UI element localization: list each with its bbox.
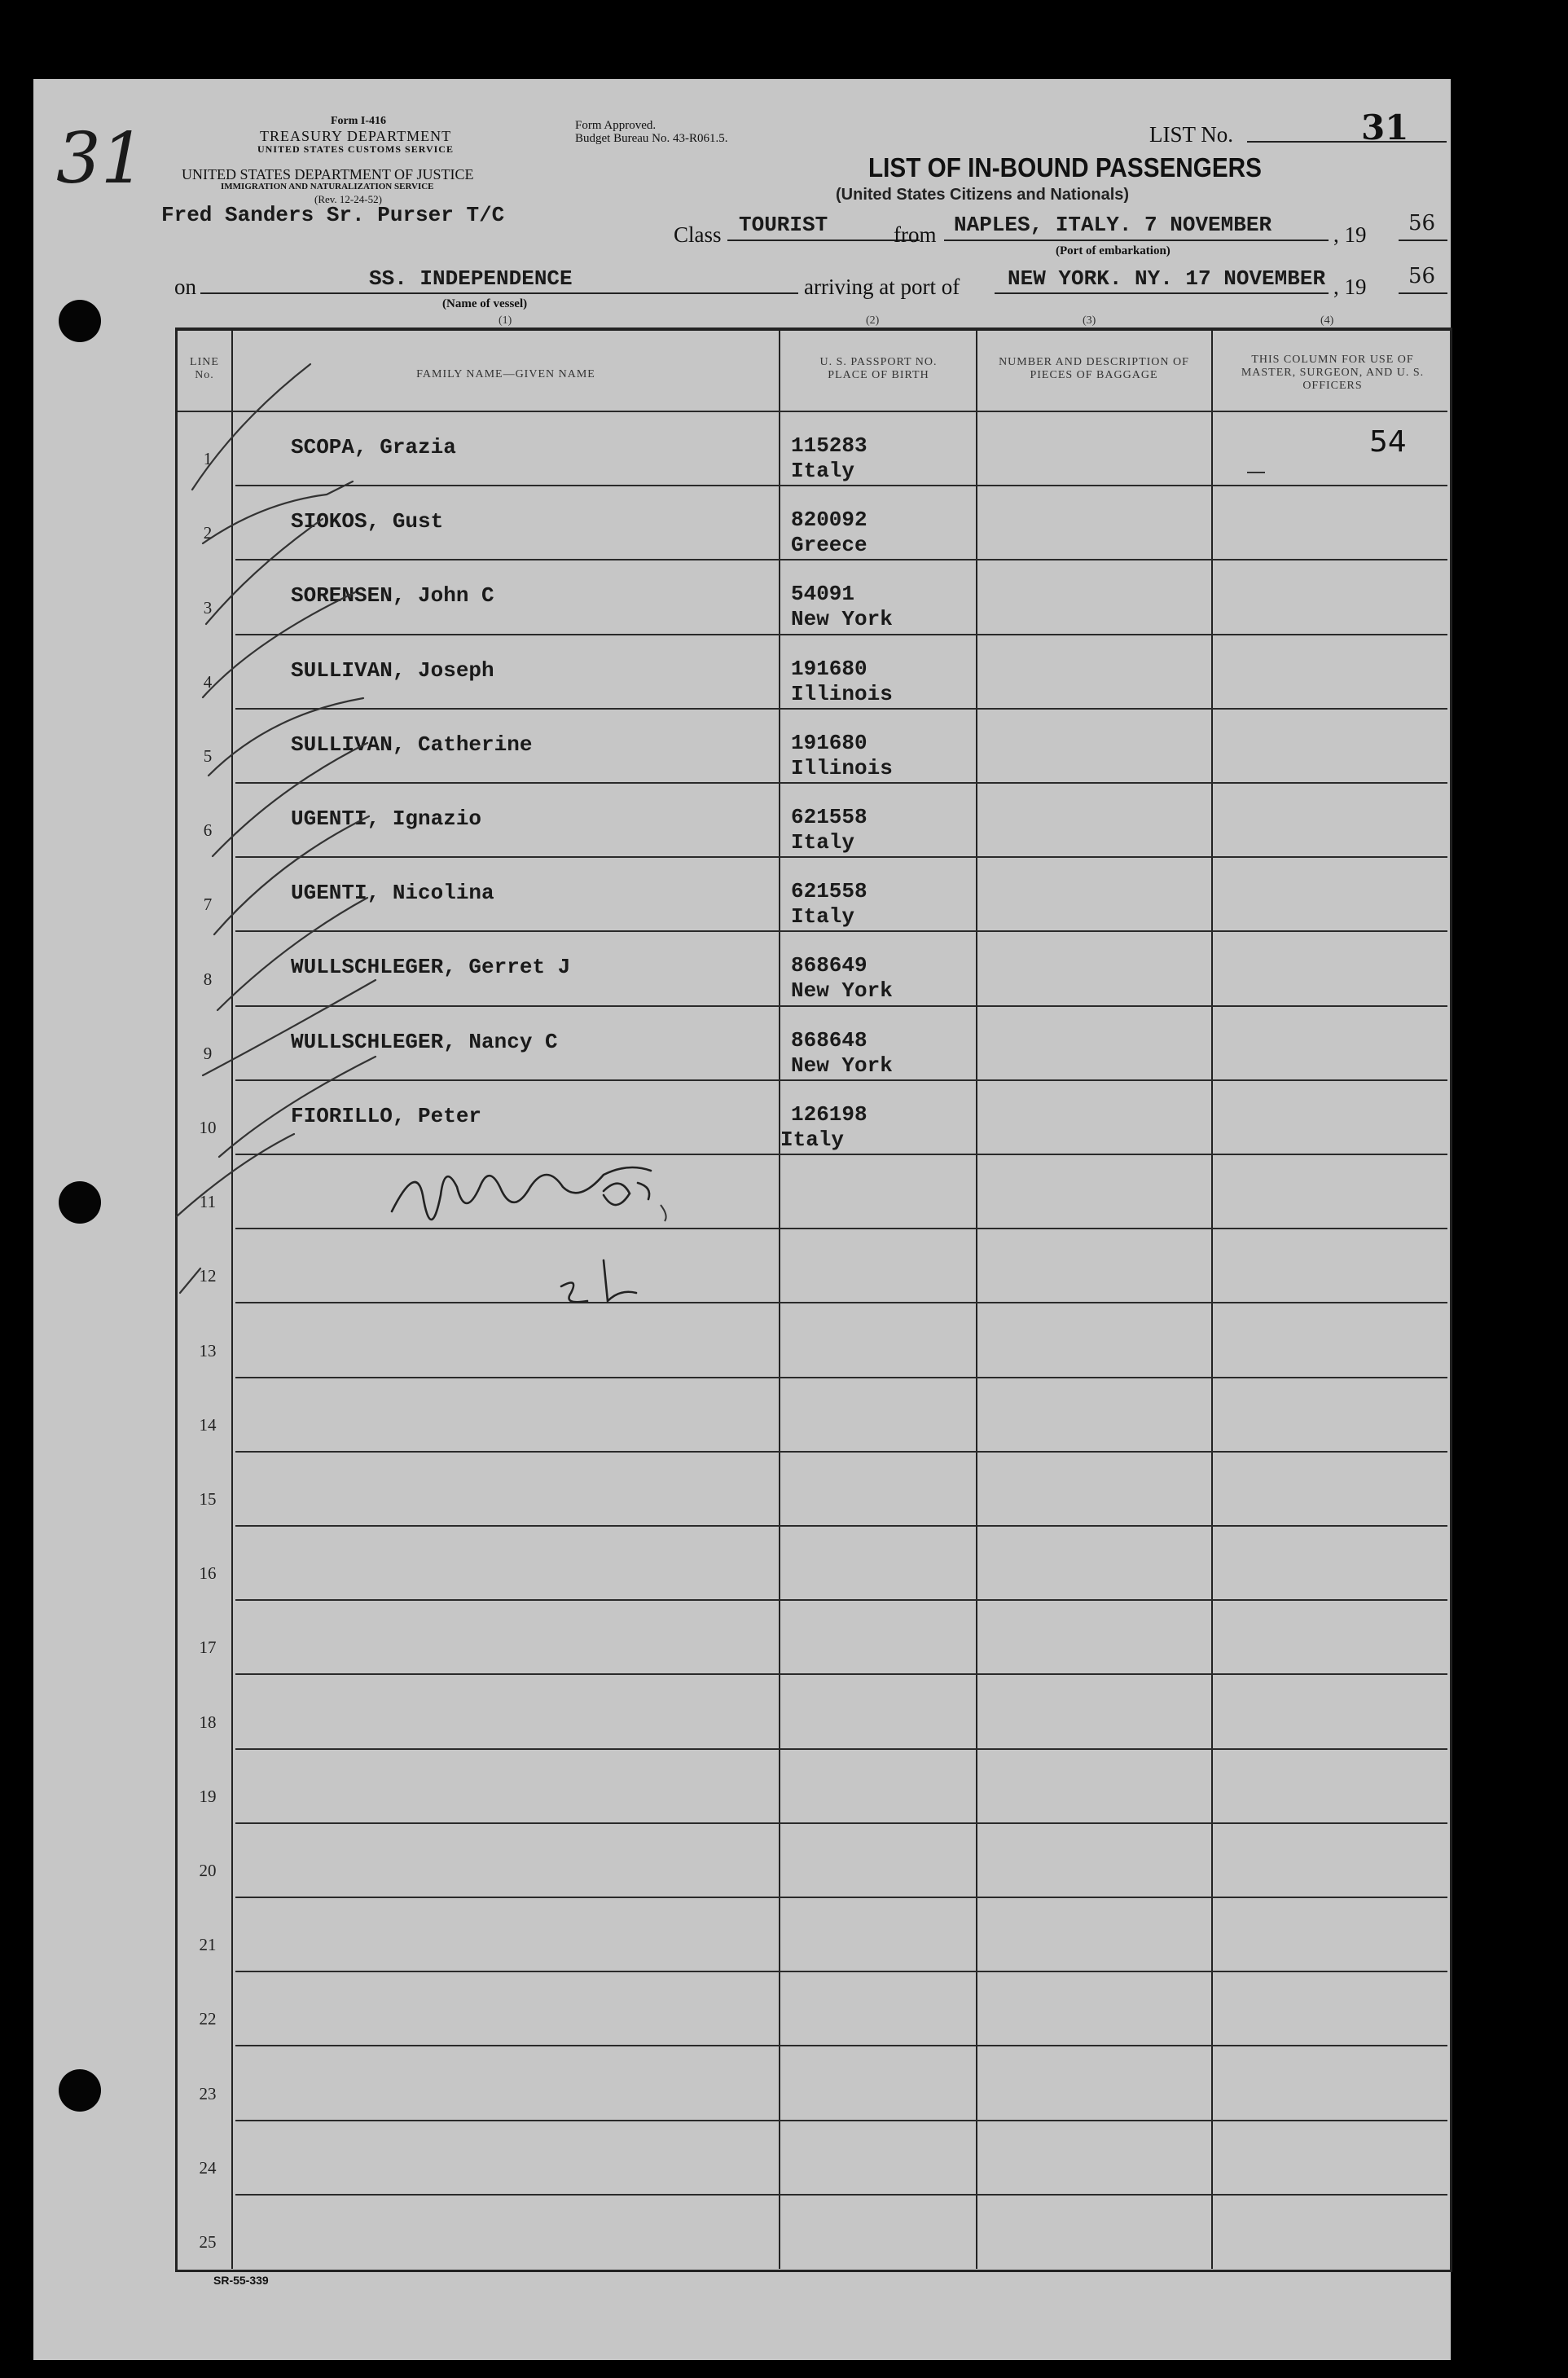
punch-hole-top xyxy=(59,300,101,342)
passport-number: 191680 xyxy=(791,657,867,681)
vessel-name: SS. INDEPENDENCE xyxy=(369,266,573,291)
line-number: 3 xyxy=(203,598,213,618)
passport-number: 54091 xyxy=(791,582,855,606)
document-subtitle: (United States Citizens and Nationals) xyxy=(836,186,1130,204)
treasury-department: TREASURY DEPARTMENT xyxy=(260,128,452,144)
list-no-value: 31 xyxy=(1361,108,1409,147)
justice-department: UNITED STATES DEPARTMENT OF JUSTICE xyxy=(182,166,474,182)
header-family-name: FAMILY NAME—GIVEN NAME xyxy=(416,368,595,380)
passport-number: 115283 xyxy=(791,433,867,458)
revision-date: (Rev. 12-24-52) xyxy=(314,193,382,205)
passenger-name: SCOPA, Grazia xyxy=(291,435,456,459)
passenger-name: SORENSEN, John C xyxy=(291,583,494,608)
passport-number: 621558 xyxy=(791,805,867,829)
header-passport: U. S. PASSPORT NO. PLACE OF BIRTH xyxy=(819,356,938,381)
passenger-name: SULLIVAN, Catherine xyxy=(291,732,533,757)
line-number: 16 xyxy=(199,1563,217,1583)
purser-name: Fred Sanders Sr. Purser T/C xyxy=(161,203,505,227)
line-number: 6 xyxy=(203,820,213,840)
line-number: 13 xyxy=(199,1341,217,1360)
line-number: 15 xyxy=(199,1489,217,1509)
passenger-name: UGENTI, Nicolina xyxy=(291,881,494,905)
officer-note: 54 xyxy=(1369,425,1407,459)
line-number: 14 xyxy=(199,1415,217,1435)
line-number: 5 xyxy=(203,746,213,766)
line-number: 12 xyxy=(199,1266,217,1286)
line-number: 11 xyxy=(199,1192,217,1211)
passport-number: 868648 xyxy=(791,1028,867,1053)
line-number: 7 xyxy=(203,894,213,914)
header-officers: THIS COLUMN FOR USE OF MASTER, SURGEON, AND U. S. OFFICERS xyxy=(1241,354,1425,392)
form-number: Form I-416 xyxy=(331,115,387,127)
handwritten-checkmarks xyxy=(33,79,1451,2360)
document-title: LIST OF IN-BOUND PASSENGERS xyxy=(868,152,1262,182)
passenger-name: FIORILLO, Peter xyxy=(291,1104,482,1128)
passenger-name: SULLIVAN, Joseph xyxy=(291,658,494,683)
place-of-birth: Italy xyxy=(791,904,855,929)
line-number: 24 xyxy=(199,2158,217,2178)
line-number: 2 xyxy=(203,523,213,543)
on-label: on xyxy=(174,275,196,299)
punch-hole-middle xyxy=(59,1181,101,1224)
line-number: 9 xyxy=(203,1044,213,1063)
place-of-birth: Italy xyxy=(791,830,855,855)
port-of-embarkation: NAPLES, ITALY. 7 NOVEMBER xyxy=(954,213,1272,237)
immigration-service: IMMIGRATION AND NATURALIZATION SERVICE xyxy=(221,182,434,191)
line-number: 10 xyxy=(199,1118,217,1137)
departure-year: 56 xyxy=(1408,211,1436,235)
line-number: 25 xyxy=(199,2232,217,2252)
class-label: Class xyxy=(674,222,722,247)
column-number-4: (4) xyxy=(1320,314,1334,327)
punch-hole-bottom xyxy=(59,2069,101,2112)
place-of-birth: New York xyxy=(791,607,893,631)
from-label: from xyxy=(894,222,937,247)
line-number: 17 xyxy=(199,1637,217,1657)
passenger-name: SIOKOS, Gust xyxy=(291,509,444,534)
passenger-name: WULLSCHLEGER, Nancy C xyxy=(291,1030,558,1054)
passport-number: 820092 xyxy=(791,508,867,532)
place-of-birth: Greece xyxy=(791,533,867,557)
port-embark-caption: (Port of embarkation) xyxy=(1056,244,1171,257)
place-of-birth: Illinois xyxy=(791,756,893,780)
passenger-name: WULLSCHLEGER, Gerret J xyxy=(291,955,571,979)
line-number: 19 xyxy=(199,1787,217,1806)
column-number-1: (1) xyxy=(499,314,512,327)
passport-number: 868649 xyxy=(791,953,867,978)
header-baggage: NUMBER AND DESCRIPTION OF PIECES OF BAGGAGE xyxy=(999,356,1189,381)
list-no-label: LIST No. xyxy=(1149,122,1234,147)
port-of-arrival: NEW YORK. NY. 17 NOVEMBER xyxy=(1008,266,1326,291)
place-of-birth: Italy xyxy=(780,1127,845,1152)
passport-number: 191680 xyxy=(791,731,867,755)
line-number: 20 xyxy=(199,1861,217,1880)
place-of-birth: Illinois xyxy=(791,682,893,706)
passenger-manifest-page xyxy=(33,79,1451,2360)
year-prefix-2: , 19 xyxy=(1333,275,1367,299)
line-number: 8 xyxy=(203,969,213,989)
line-number: 22 xyxy=(199,2009,217,2029)
margin-number: 31 xyxy=(56,118,146,200)
vessel-caption: (Name of vessel) xyxy=(442,297,528,310)
line-number: 1 xyxy=(203,449,213,468)
line-number: 21 xyxy=(199,1935,217,1954)
budget-bureau: Budget Bureau No. 43-R061.5. xyxy=(575,132,728,145)
passport-number: 126198 xyxy=(791,1102,867,1127)
line-number: 18 xyxy=(199,1712,217,1732)
year-prefix: , 19 xyxy=(1333,222,1367,247)
class-value: TOURIST xyxy=(739,213,828,237)
arrival-year: 56 xyxy=(1408,264,1436,288)
customs-service: UNITED STATES CUSTOMS SERVICE xyxy=(257,143,454,155)
header-line-no: LINE No. xyxy=(190,356,219,381)
place-of-birth: New York xyxy=(791,978,893,1003)
form-code: SR-55-339 xyxy=(213,2274,269,2287)
line-number: 23 xyxy=(199,2084,217,2103)
passport-number: 621558 xyxy=(791,879,867,903)
place-of-birth: New York xyxy=(791,1053,893,1078)
passenger-name: UGENTI, Ignazio xyxy=(291,807,482,831)
form-approved: Form Approved. xyxy=(575,119,657,132)
line-number: 4 xyxy=(203,672,213,692)
arriving-label: arriving at port of xyxy=(804,275,960,299)
place-of-birth: Italy xyxy=(791,459,855,483)
column-number-3: (3) xyxy=(1083,314,1096,327)
column-number-2: (2) xyxy=(866,314,880,327)
